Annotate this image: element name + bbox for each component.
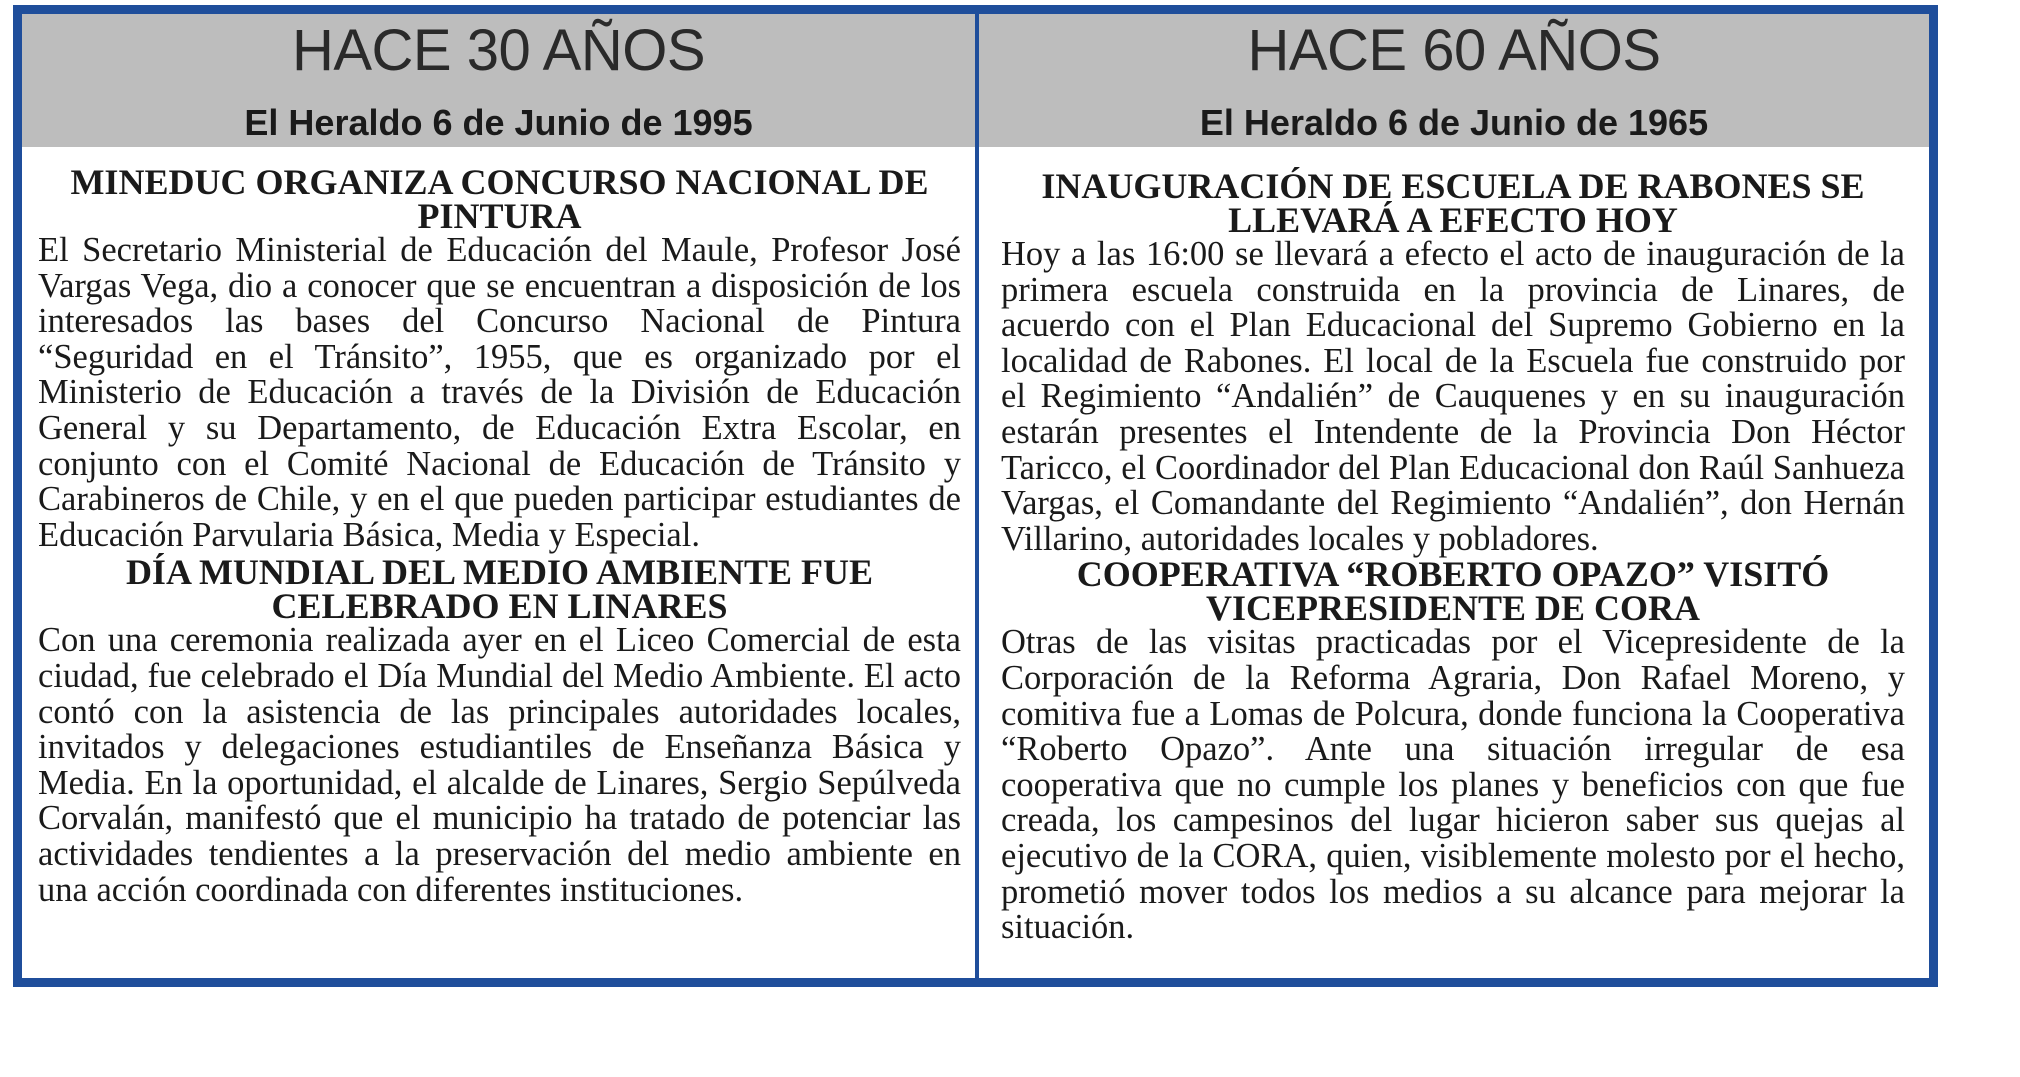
column-subtitle: El Heraldo 6 de Junio de 1995 <box>244 102 753 143</box>
article-headline: COOPERATIVA “ROBERTO OPAZO” VISITÓ VICEPRESIDENTE DE CORA <box>1076 554 1830 629</box>
article-body: Con una ceremonia realizada ayer en el Liceo Comercial de esta ciudad, fue celebrado el Día Mundial del Medio Ambiente. El acto contó con la asistencia de las principales autoridades locales, invitados y delegaciones estudiantiles de Enseñanza Básica y Media. En la oportunidad, el alcalde de Linares, Sergio Sepúlveda Corvalán, manifestó que el municipio ha tratado de potenciar las actividades tendientes a la preservación del medio ambiente en una acción coordinada con diferentes instituciones. <box>38 621 961 909</box>
column-30-years <box>22 14 979 978</box>
column-title: HACE 30 AÑOS <box>291 18 706 83</box>
column-subtitle: El Heraldo 6 de Junio de 1965 <box>1199 102 1709 143</box>
newspaper-box <box>13 5 1938 987</box>
column-body <box>22 147 975 908</box>
column-title: HACE 60 AÑOS <box>1247 18 1661 83</box>
column-header <box>979 14 1929 147</box>
article-body: El Secretario Ministerial de Educación del Maule, Profesor José Vargas Vega, dio a conocer que se encuentran a disposición de los interesados las bases del Concurso Nacional de Pintura “Seguridad en el Tránsito”, 1955, que es organizado por el Ministerio de Educación a través de la División de Educación General y su Departamento, de Educación Extra Escolar, en conjunto con el Comité Nacional de Educación de Tránsito y Carabineros de Chile, y en el que pueden participar estudiantes de Educación Parvularia Básica, Media y Especial. <box>38 231 961 554</box>
article-body: Hoy a las 16:00 se llevará a efecto el acto de inauguración de la primera escuela construida en la provincia de Linares, de acuerdo con el Plan Educacional del Supremo Gobierno en la localidad de Rabones. El local de la Escuela fue construido por el Regimiento “Andalién” de Cauquenes y en su inauguración estarán presentes el Intendente de la Provincia Don Héctor Taricco, el Coordinador del Plan Educacional don Raúl Sanhueza Vargas, el Comandante del Regimiento “Andalién”, don Hernán Villarino, autoridades locales y pobladores. <box>1001 235 1905 558</box>
article-body: Otras de las visitas practicadas por el Vicepresidente de la Corporación de la Reforma Agraria, Don Rafael Moreno, y comitiva fue a Lomas de Polcura, donde funciona la Cooperativa “Roberto Opazo”. Ante una situación irregular de esa cooperativa que no cumple los planes y beneficios con que fue creada, los campesinos del lugar hicieron saber sus quejas al ejecutivo de la CORA, quien, visiblemente molesto por el hecho, prometió mover todos los medios a su alcance para mejorar la situación. <box>1001 623 1905 947</box>
column-body <box>979 147 1929 946</box>
article-headline: DÍA MUNDIAL DEL MEDIO AMBIENTE FUE CELEBRADO EN LINARES <box>125 552 874 627</box>
article-headline: INAUGURACIÓN DE ESCUELA DE RABONES SE LLEVARÁ A EFECTO HOY <box>1041 166 1865 240</box>
column-60-years <box>979 14 1929 978</box>
article-headline: MINEDUC ORGANIZA CONCURSO NACIONAL DE PINTURA <box>70 162 929 236</box>
column-header <box>22 14 975 147</box>
